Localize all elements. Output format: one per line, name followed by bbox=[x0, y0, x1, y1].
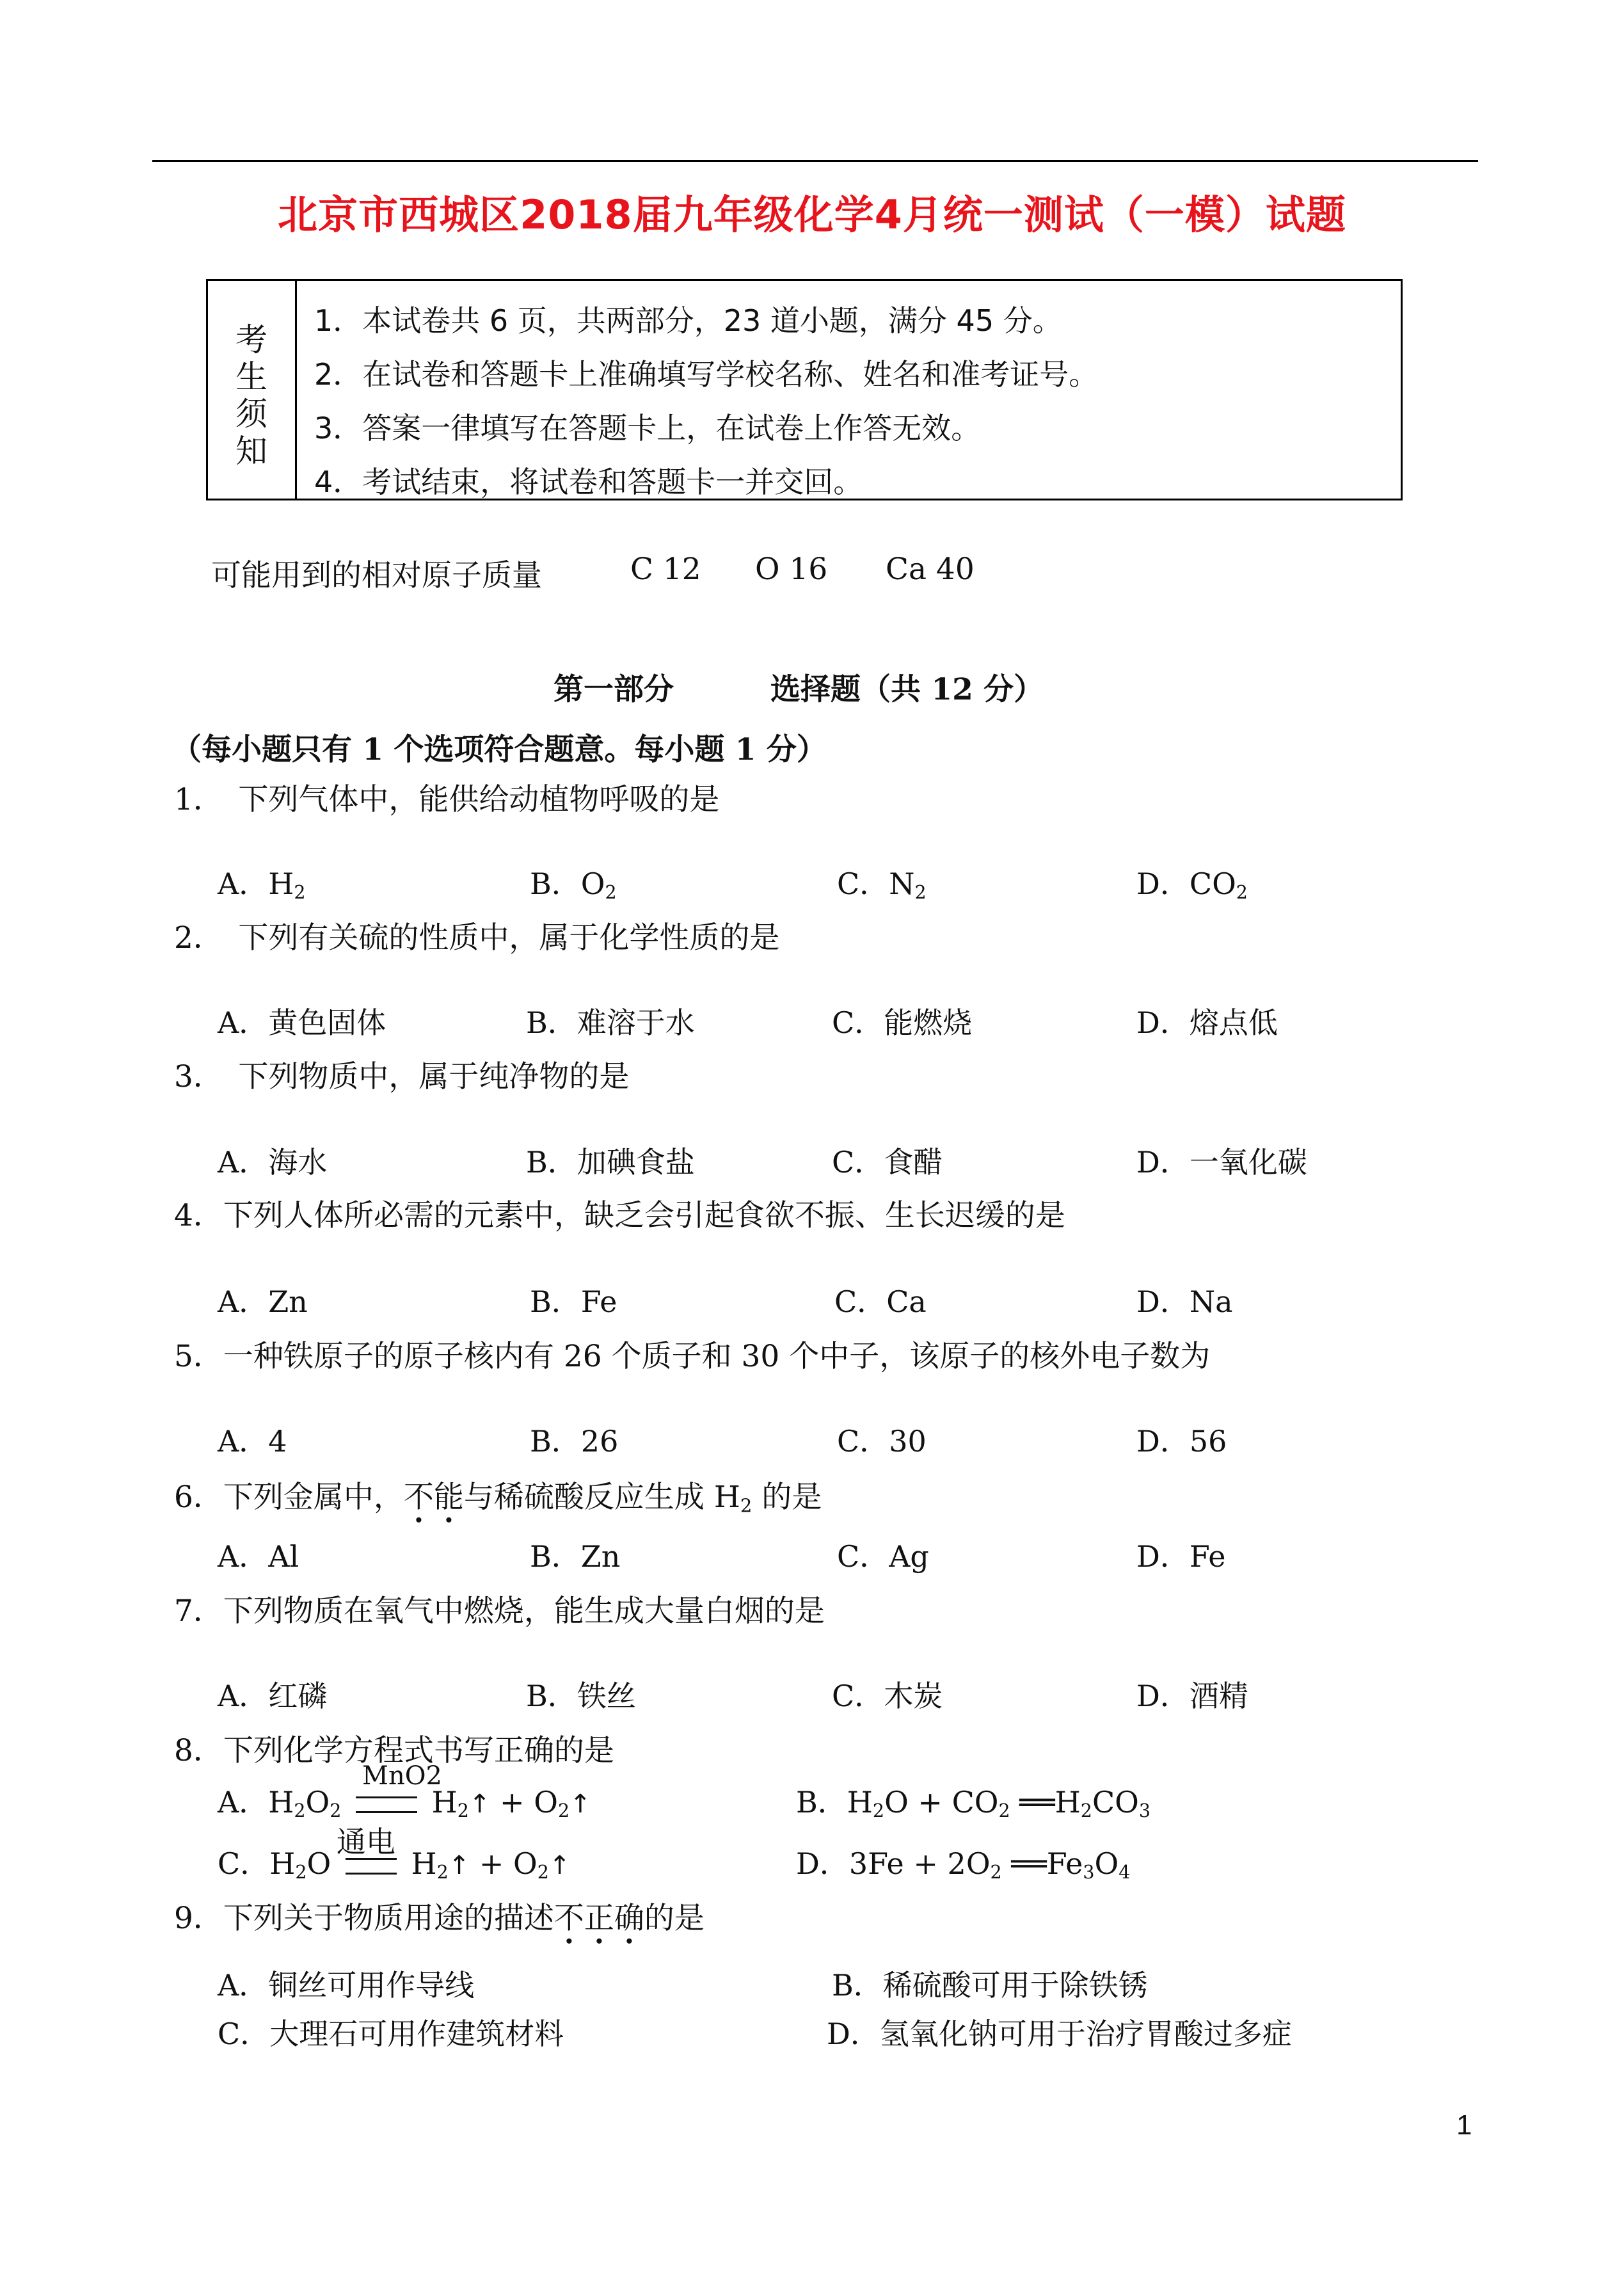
notice-label-char: 考 bbox=[235, 321, 267, 358]
option: A．4 bbox=[218, 1424, 287, 1459]
option: C．食醋 bbox=[832, 1145, 943, 1179]
notice-label-char: 须 bbox=[235, 396, 267, 433]
option: B．难溶于水 bbox=[526, 1005, 695, 1040]
notice-label bbox=[208, 281, 297, 499]
option: D．$CO_2$ bbox=[1136, 867, 1248, 904]
option: C．木炭 bbox=[832, 1679, 943, 1713]
question-stem: 4．下列人体所必需的元素中，缺乏会引起食欲不振、生长迟缓的是 bbox=[174, 1198, 1065, 1233]
option: B．$O_2$ bbox=[530, 867, 617, 904]
option: B．26 bbox=[530, 1424, 619, 1459]
option: B．Fe bbox=[530, 1284, 617, 1319]
question-stem: 3． 下列物质中，属于纯净物的是 bbox=[174, 1059, 630, 1094]
reaction-equals bbox=[336, 1825, 397, 1875]
option: A．Zn bbox=[218, 1284, 308, 1319]
option: A．海水 bbox=[218, 1145, 328, 1179]
option: C．能燃烧 bbox=[832, 1005, 973, 1040]
option: A．Al bbox=[218, 1539, 299, 1574]
option: C．Ag bbox=[837, 1539, 929, 1574]
option: A．红磷 bbox=[218, 1679, 328, 1713]
double-equals: ══ bbox=[1019, 1785, 1055, 1819]
double-equals: ══ bbox=[1011, 1846, 1047, 1881]
option-equation-a: A．$H_2O_2$ MnO2 $H_2↑$ + $O_2↑$ bbox=[218, 1761, 591, 1822]
option: D．酒精 bbox=[1136, 1679, 1248, 1713]
atomic-mass-c: C 12 bbox=[630, 552, 701, 587]
page-title: 北京市西城区2018届九年级化学4月统一测试（一模）试题 bbox=[278, 191, 1346, 238]
notice-label-char: 知 bbox=[235, 433, 267, 470]
atomic-mass-o: O 16 bbox=[755, 552, 828, 587]
atomic-mass-label: 可能用到的相对原子质量 bbox=[211, 558, 542, 593]
question-stem: 9．下列关于物质用途的描述不正确的是 bbox=[174, 1901, 705, 1936]
option: C．大理石可用作建筑材料 bbox=[218, 2017, 564, 2051]
notice-label-char: 生 bbox=[235, 358, 267, 396]
option: B．加碘食盐 bbox=[526, 1145, 695, 1179]
top-rule bbox=[152, 160, 1478, 162]
gas-arrow-icon: ↑ bbox=[448, 1851, 470, 1880]
question-stem: 8．下列化学方程式书写正确的是 bbox=[174, 1733, 614, 1768]
option: D．熔点低 bbox=[1136, 1005, 1278, 1040]
catalyst-label: MnO2 bbox=[362, 1761, 442, 1791]
exam-notice-box bbox=[206, 279, 1403, 500]
option: B．稀硫酸可用于除铁锈 bbox=[832, 1968, 1148, 2003]
emphasis-char: 不 bbox=[403, 1480, 434, 1515]
question-stem: 5．一种铁原子的原子核内有 26 个质子和 30 个中子，该原子的核外电子数为 bbox=[174, 1339, 1211, 1374]
gas-arrow-icon: ↑ bbox=[548, 1851, 571, 1880]
option: D．Na bbox=[1136, 1284, 1233, 1319]
option: C．Ca bbox=[834, 1284, 927, 1319]
section-heading-part: 第一部分 bbox=[553, 672, 674, 707]
option-equation-c: C．$H_2O$ 通电 $H_2↑$ + $O_2↑$ bbox=[218, 1841, 570, 1883]
reaction-equals bbox=[356, 1761, 442, 1813]
emphasis-char: 不 bbox=[553, 1901, 584, 1936]
option: B．铁丝 bbox=[526, 1679, 636, 1713]
emphasis-char: 正 bbox=[584, 1901, 614, 1936]
page-number: 1 bbox=[1456, 2109, 1472, 2141]
option: C．30 bbox=[837, 1424, 927, 1459]
option: A．铜丝可用作导线 bbox=[218, 1968, 475, 2003]
option-equation-b: B．$H_2O + CO_2$ $══H_2CO_3$ bbox=[796, 1785, 1151, 1822]
gas-arrow-icon: ↑ bbox=[569, 1789, 591, 1819]
emphasis-char: 能 bbox=[433, 1480, 464, 1515]
atomic-mass-ca: Ca 40 bbox=[886, 552, 975, 587]
option: A．$H_2$ bbox=[218, 867, 306, 904]
option-equation-d: D．$3Fe + 2O_2$ $══Fe_3O_4$ bbox=[796, 1846, 1131, 1883]
section-instruction: （每小题只有 1 个选项符合题意。每小题 1 分） bbox=[171, 732, 827, 767]
option: D．一氧化碳 bbox=[1136, 1145, 1307, 1179]
gas-arrow-icon: ↑ bbox=[468, 1789, 491, 1819]
question-stem: 1． 下列气体中，能供给动植物呼吸的是 bbox=[174, 782, 720, 817]
question-stem: 2． 下列有关硫的性质中，属于化学性质的是 bbox=[174, 920, 780, 956]
option: B．Zn bbox=[530, 1539, 621, 1574]
question-stem: 7．下列物质在氧气中燃烧，能生成大量白烟的是 bbox=[174, 1594, 825, 1629]
option: D．氢氧化钠可用于治疗胃酸过多症 bbox=[827, 2017, 1292, 2051]
question-stem: 6．下列金属中，不能与稀硫酸反应生成 $H_2$ 的是 bbox=[174, 1480, 822, 1517]
notice-item: 4．考试结束，将试卷和答题卡一并交回。 bbox=[314, 465, 863, 499]
option: C．$N_2$ bbox=[837, 867, 927, 904]
option: A．黄色固体 bbox=[218, 1005, 386, 1040]
condition-label: 通电 bbox=[336, 1825, 395, 1859]
notice-item: 1．本试卷共 6 页，共两部分，23 道小题，满分 45 分。 bbox=[314, 303, 1062, 338]
notice-item: 3．答案一律填写在答题卡上，在试卷上作答无效。 bbox=[314, 411, 981, 445]
option: D．Fe bbox=[1136, 1539, 1226, 1574]
option: D．56 bbox=[1136, 1424, 1227, 1459]
emphasis-char: 确 bbox=[614, 1901, 644, 1936]
section-heading-name: 选择题（共 12 分） bbox=[770, 672, 1044, 707]
notice-item: 2．在试卷和答题卡上准确填写学校名称、姓名和准考证号。 bbox=[314, 357, 1099, 392]
